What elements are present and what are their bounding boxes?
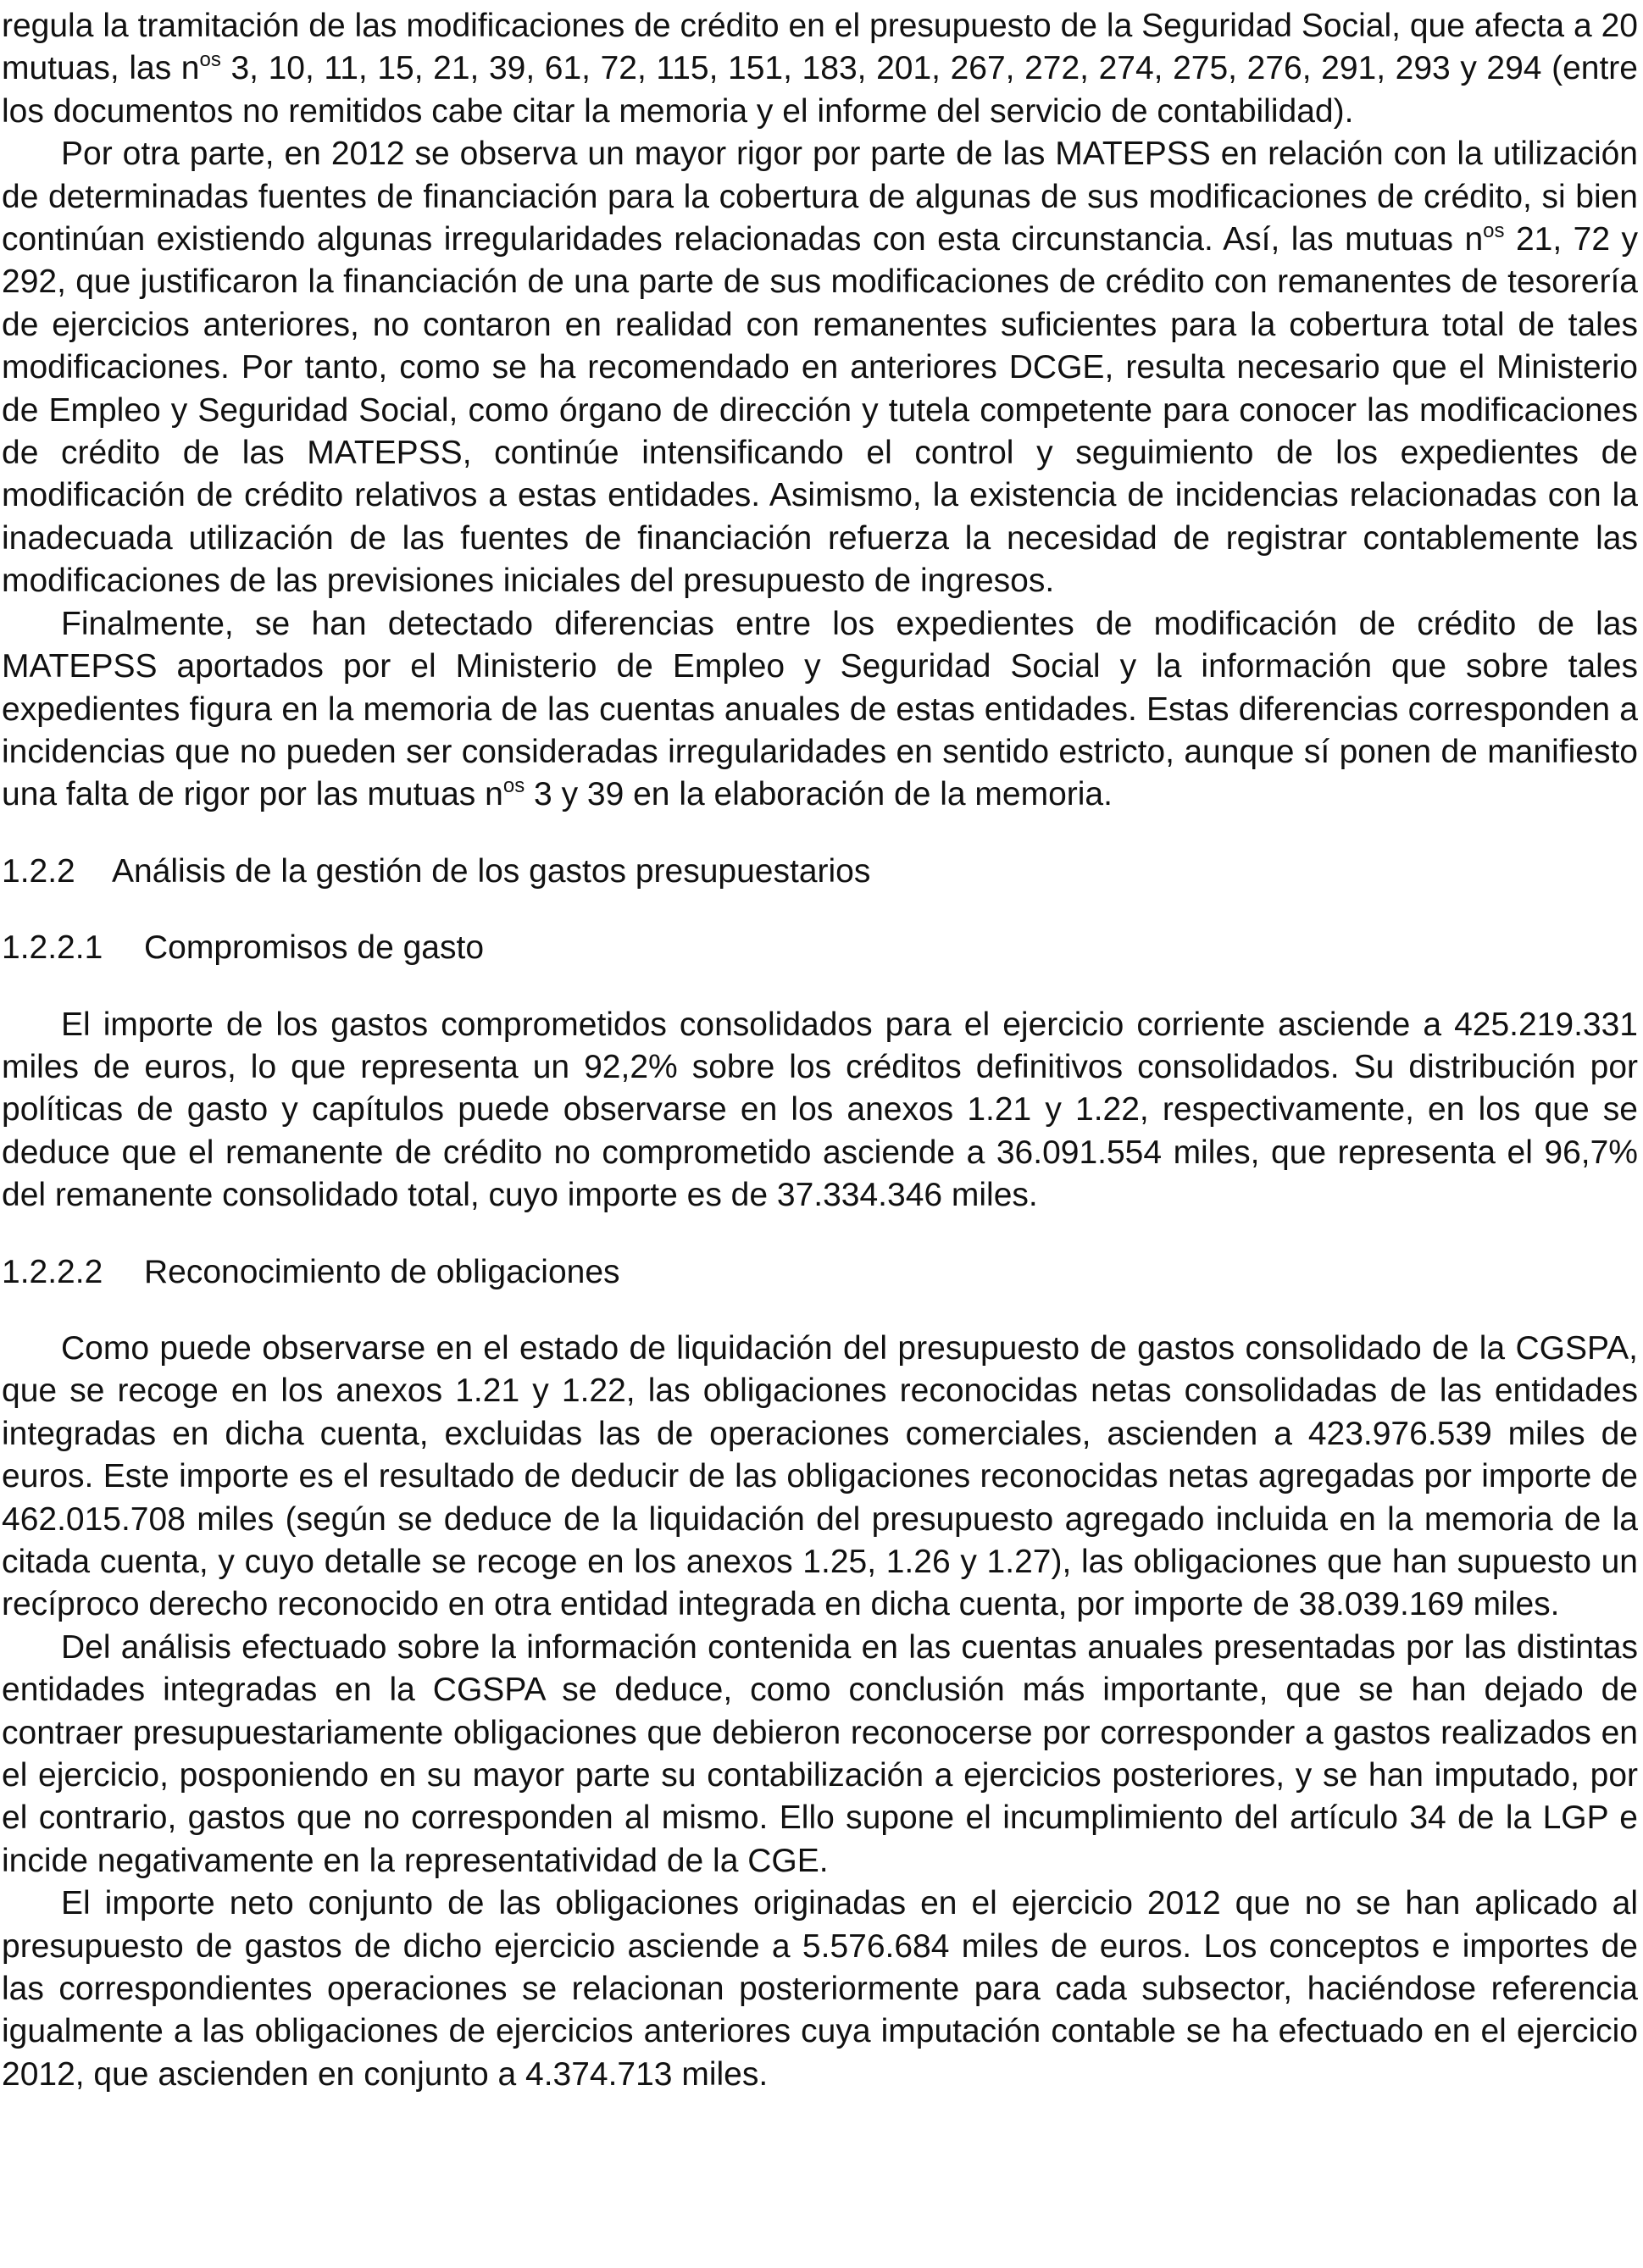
paragraph-text: 21, 72 y 292, que justificaron la financiación de una parte de sus modificaciones de crédito con remanentes de tesorería de ejercicios anteriores, no contaron en realidad con remanentes suficientes para la cobertura total de tales modificaciones. Por tanto, como se ha recomendado en anteriores DCGE, resulta necesario que el Ministerio de Empleo y Seguridad Social, como órgano de dirección y tutela competente para conocer las modificaciones de crédito de las MATEPSS, continúe intensificando el control y seguimiento de los expedientes de modificación de crédito relativos a estas entidades. Asimismo, la existencia de incidencias relacionadas con la inadecuada utilización de las fuentes de financiación refuerza la necesidad de registrar contablemente las modificaciones de las previsiones iniciales del presupuesto de ingresos.	[2, 221, 1638, 600]
section-number: 1.2.2	[2, 852, 75, 890]
superscript-ordinal: os	[199, 48, 221, 72]
section-heading-1-2-2-1	[2, 927, 1638, 969]
section-heading-1-2-2-2	[2, 1251, 1638, 1294]
section-number: 1.2.2.1	[2, 929, 103, 967]
superscript-ordinal: os	[502, 774, 525, 798]
paragraph-rigor-matepss	[2, 133, 1638, 602]
section-title: Reconocimiento de obligaciones	[144, 1253, 620, 1290]
paragraph-text: Por otra parte, en 2012 se observa un mayor rigor por parte de las MATEPSS en relación con la utilización de determinadas fuentes de financiación para la cobertura de algunas de sus modificaciones de crédito, si bien continúan existiendo algunas irregularidades relacionadas con esta circunstancia. Así, las mutuas n	[2, 136, 1638, 258]
paragraph-text: regula la tramitación de las modificaciones de crédito en el presupuesto de la Seguridad Social, que afecta a 20 mutuas, las n	[2, 8, 1638, 87]
section-number: 1.2.2.2	[2, 1253, 103, 1290]
paragraph-analisis-cuentas: Del análisis efectuado sobre la información contenida en las cuentas anuales presentadas por las distintas entidades integradas en la CGSPA se deduce, como conclusión más importante, que se han dejado de contraer presupuestariamente obligaciones que debieron reconocerse por corresponder a gastos realizados en el ejercicio, posponiendo en su mayor parte su contabilización a ejercicios posteriores, y se han imputado, por el contrario, gastos que no corresponden al mismo. Ello supone el incumplimiento del artículo 34 de la LGP e incide negativamente en la representatividad de la CGE.	[2, 1628, 1638, 1879]
paragraph-text: 3, 10, 11, 15, 21, 39, 61, 72, 115, 151, 183, 201, 267, 272, 274, 275, 276, 291, 293 y 294 (entre los documentos no remitidos cabe citar la memoria y el informe del servicio de contabilidad).	[2, 50, 1638, 130]
paragraph-diferencias-expedientes	[2, 603, 1638, 817]
paragraph-text: 3 y 39 en la elaboración de la memoria.	[525, 776, 1113, 813]
section-title: Análisis de la gestión de los gastos presupuestarios	[112, 852, 871, 890]
paragraph-text: Finalmente, se han detectado diferencias entre los expedientes de modificación de crédito de las MATEPSS aportados por el Ministerio de Empleo y Seguridad Social y la información que sobre tales expedientes figura en la memoria de las cuentas anuales de estas entidades. Estas diferencias corresponden a incidencias que no pueden ser consideradas irregularidades en sentido estricto, aunque sí ponen de manifiesto una falta de rigor por las mutuas n	[2, 605, 1638, 813]
section-heading-1-2-2	[2, 851, 1638, 893]
paragraph-compromisos-gasto: El importe de los gastos comprometidos consolidados para el ejercicio corriente asciende a 425.219.331 miles de euros, lo que representa un 92,2% sobre los créditos definitivos consolidados. Su distribución por políticas de gasto y capítulos puede observarse en los anexos 1.21 y 1.22, respectivamente, en los que se deduce que el remanente de crédito no comprometido asciende a 36.091.554 miles, que representa el 96,7% del remanente consolidado total, cuyo importe es de 37.334.346 miles.	[2, 1006, 1638, 1214]
section-title: Compromisos de gasto	[144, 929, 485, 967]
superscript-ordinal: os	[1483, 219, 1505, 243]
paragraph-modificaciones-mutuas	[2, 5, 1638, 133]
paragraph-importe-neto: El importe neto conjunto de las obligaciones originadas en el ejercicio 2012 que no se han aplicado al presupuesto de gastos de dicho ejercicio asciende a 5.576.684 miles de euros. Los conceptos e importes de las correspondientes operaciones se relacionan posteriormente para cada subsector, haciéndose referencia igualmente a las obligaciones de ejercicios anteriores cuya imputación contable se ha efectuado en el ejercicio 2012, que ascienden en conjunto a 4.374.713 miles.	[2, 1885, 1638, 2093]
paragraph-obligaciones-reconocidas: Como puede observarse en el estado de liquidación del presupuesto de gastos consolidado de la CGSPA, que se recoge en los anexos 1.21 y 1.22, las obligaciones reconocidas netas consolidadas de las entidades integradas en dicha cuenta, excluidas las de operaciones comerciales, ascienden a 423.976.539 miles de euros. Este importe es el resultado de deducir de las obligaciones reconocidas netas agregadas por importe de 462.015.708 miles (según se deduce de la liquidación del presupuesto agregado incluida en la memoria de la citada cuenta, y cuyo detalle se recoge en los anexos 1.25, 1.26 y 1.27), las obligaciones que han supuesto un recíproco derecho reconocido en otra entidad integrada en dicha cuenta, por importe de 38.039.169 miles.	[2, 1329, 1638, 1623]
